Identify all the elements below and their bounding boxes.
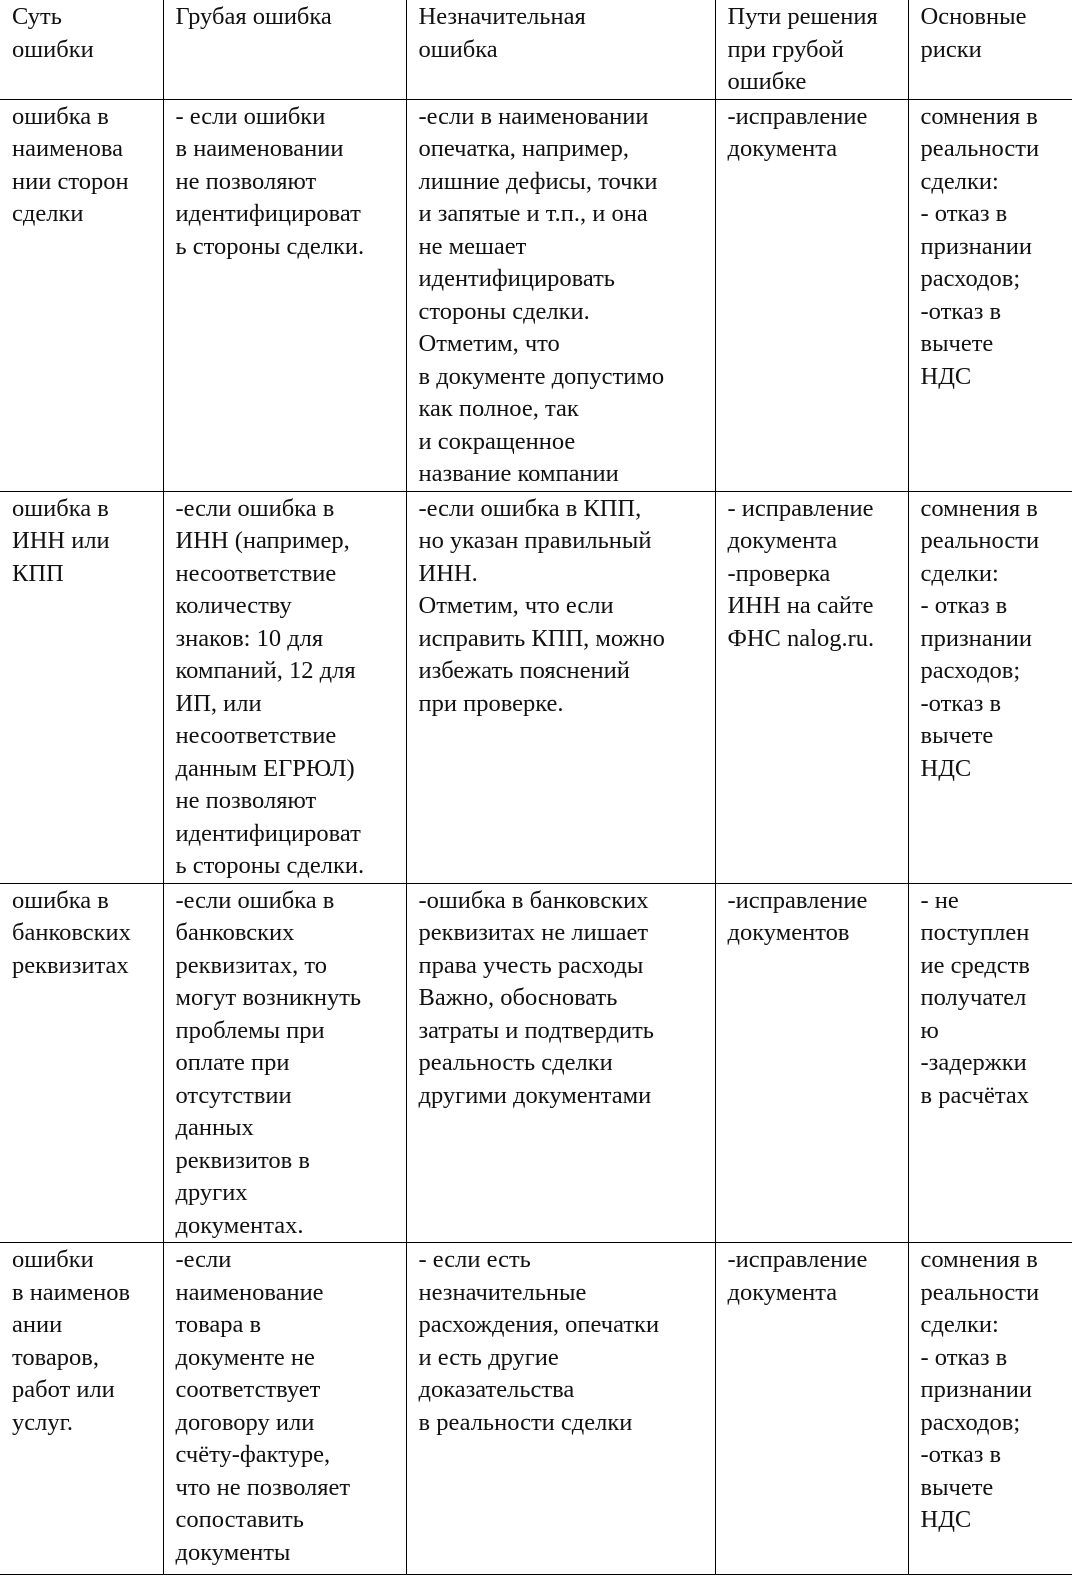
cell-risks xyxy=(908,99,1072,491)
cell-text-line: Основные xyxy=(920,3,1027,30)
cell-text-line: Важно, обосновать xyxy=(418,984,618,1011)
cell-essence xyxy=(0,491,163,883)
cell-text-line: идентифицировать xyxy=(418,265,615,292)
cell-text-line: знаков: 10 для xyxy=(175,624,324,652)
cell-text-line: документа xyxy=(727,135,838,162)
cell-text-line: могут возникнуть xyxy=(175,984,362,1011)
table-row xyxy=(0,883,1072,1243)
cell-text-line: ИНН или xyxy=(12,527,110,554)
cell-text-line: -проверка xyxy=(727,559,831,587)
cell-text-line: -если в наименовании xyxy=(418,102,649,130)
cell-gross-error xyxy=(163,883,406,1243)
cell-text-line: - если ошибки xyxy=(175,102,326,130)
cell-text-line: что не позволяет xyxy=(175,1473,351,1501)
cell-text-line: сомнения в xyxy=(920,494,1038,522)
cell-text-line: но указан правильный xyxy=(418,527,652,554)
cell-text-line: идентифицироват xyxy=(175,819,361,847)
cell-essence xyxy=(0,883,163,1243)
cell-text-line: расходов; xyxy=(920,657,1021,684)
cell-text-line: в реальности сделки xyxy=(418,1408,633,1436)
cell-text-line: документа xyxy=(727,1278,838,1306)
cell-text-line: сопоставить xyxy=(175,1506,304,1533)
cell-text-line: доказательства xyxy=(418,1376,575,1403)
cell-text-line: ИНН на сайте xyxy=(727,592,874,619)
cell-text-line: реальности xyxy=(920,1278,1040,1306)
cell-text-line: компаний, 12 для xyxy=(175,657,356,684)
cell-text-line: избежать пояснений xyxy=(418,657,630,684)
cell-text-line: -отказ в xyxy=(920,1441,1002,1468)
cell-text-line: сомнения в xyxy=(920,102,1038,130)
cell-text-line: как полное, так xyxy=(418,395,579,422)
cell-text-line: количеству xyxy=(175,592,292,619)
cell-text-line: ю xyxy=(920,1016,939,1044)
cell-text-line: и запятые и т.п., и она xyxy=(418,200,648,227)
cell-text-line: ФНС nalog.ru. xyxy=(727,624,875,652)
cell-text-line: сомнения в xyxy=(920,1246,1038,1273)
cell-text-line: -исправление xyxy=(727,886,868,914)
cell-text-line: ие средств xyxy=(920,951,1030,979)
cell-text-line: реквизитах не лишает xyxy=(418,919,649,946)
cell-text-line: в наименов xyxy=(12,1278,131,1306)
cell-text-line: сделки: xyxy=(920,1311,999,1338)
header-cell-solutions xyxy=(715,0,908,99)
cell-text-line: банковских xyxy=(175,919,295,946)
cell-text-line: реальности xyxy=(920,135,1040,162)
cell-text-line: - отказ в xyxy=(920,592,1008,619)
cell-text-line: при проверке. xyxy=(418,689,564,717)
cell-text-line: расхождения, опечатки xyxy=(418,1311,660,1338)
cell-minor-error xyxy=(406,99,715,491)
cell-text-line: счёту-фактуре, xyxy=(175,1441,331,1468)
cell-text-line: поступлен xyxy=(920,919,1030,946)
cell-risks xyxy=(908,491,1072,883)
cell-text-line: -если xyxy=(175,1246,232,1273)
cell-text-line: расходов; xyxy=(920,265,1021,292)
cell-text-line: банковских xyxy=(12,919,131,946)
cell-text-line: документа xyxy=(727,527,838,554)
cell-text-line: НДС xyxy=(920,362,972,390)
cell-text-line: документе не xyxy=(175,1343,315,1371)
cell-text-line: в расчётах xyxy=(920,1081,1030,1109)
cell-text-line: -если ошибка в xyxy=(175,494,335,522)
cell-text-line: Отметим, что xyxy=(418,330,560,357)
cell-text-line: ь стороны сделки. xyxy=(175,232,365,260)
cell-minor-error xyxy=(406,1243,715,1575)
header-cell-gross-error xyxy=(163,0,406,99)
cell-text-line: несоответствие xyxy=(175,722,337,749)
cell-text-line: НДС xyxy=(920,754,972,782)
cell-text-line: НДС xyxy=(920,1506,972,1533)
cell-text-line: реквизитах xyxy=(12,951,129,979)
cell-text-line: сделки: xyxy=(920,559,999,587)
cell-text-line: признании xyxy=(920,232,1032,260)
cell-text-line: стороны сделки. xyxy=(418,297,590,325)
cell-text-line: сделки xyxy=(12,200,84,227)
cell-text-line: - отказ в xyxy=(920,200,1008,227)
cell-text-line: - если есть xyxy=(418,1246,531,1273)
header-cell-minor-error xyxy=(406,0,715,99)
cell-text-line: -ошибка в банковских xyxy=(418,886,649,914)
cell-text-line: название компании xyxy=(418,460,619,487)
cell-text-line: и есть другие xyxy=(418,1343,559,1371)
cell-text-line: ошибки xyxy=(12,35,94,63)
cell-text-line: не позволяют xyxy=(175,787,317,814)
cell-text-line: вычете xyxy=(920,1473,994,1501)
cell-text-line: -если ошибка в КПП, xyxy=(418,494,642,522)
cell-text-line: ИНН (например, xyxy=(175,527,350,554)
cell-text-line: вычете xyxy=(920,722,994,749)
cell-text-line: при грубой xyxy=(727,35,844,63)
cell-text-line: Пути решения xyxy=(727,3,878,30)
cell-text-line: наименование xyxy=(175,1278,324,1306)
cell-text-line: документы xyxy=(175,1538,291,1566)
cell-solutions xyxy=(715,491,908,883)
cell-text-line: ошибка xyxy=(418,35,498,63)
cell-gross-error xyxy=(163,491,406,883)
cell-text-line: ошибка в xyxy=(12,494,109,522)
cell-text-line: идентифицироват xyxy=(175,200,361,227)
cell-text-line: ании xyxy=(12,1311,63,1338)
cell-text-line: работ или xyxy=(12,1376,115,1403)
cell-text-line: получател xyxy=(920,984,1027,1011)
cell-text-line: -исправление xyxy=(727,102,868,130)
cell-text-line: признании xyxy=(920,624,1032,652)
cell-text-line: ошибке xyxy=(727,68,807,95)
cell-essence xyxy=(0,1243,163,1575)
cell-minor-error xyxy=(406,491,715,883)
cell-text-line: вычете xyxy=(920,330,994,357)
cell-essence xyxy=(0,99,163,491)
header-cell-risks xyxy=(908,0,1072,99)
cell-text-line: наименова xyxy=(12,135,123,162)
cell-text-line: опечатка, например, xyxy=(418,135,629,162)
cell-text-line: в документе допустимо xyxy=(418,362,665,390)
cell-text-line: риски xyxy=(920,35,982,63)
cell-risks xyxy=(908,883,1072,1243)
cell-text-line: в наименовании xyxy=(175,135,344,162)
cell-text-line: -отказ в xyxy=(920,689,1002,717)
header-cell-essence xyxy=(0,0,163,99)
cell-text-line: незначительные xyxy=(418,1278,587,1306)
cell-text-line: реальность сделки xyxy=(418,1049,613,1076)
cell-text-line: отсутствии xyxy=(175,1081,292,1109)
cell-solutions xyxy=(715,1243,908,1575)
cell-text-line: расходов; xyxy=(920,1408,1021,1436)
cell-text-line: данных xyxy=(175,1114,254,1141)
cell-text-line: и сокращенное xyxy=(418,427,576,455)
cell-text-line: договору или xyxy=(175,1408,315,1436)
table-row xyxy=(0,1243,1072,1575)
cell-text-line: других xyxy=(175,1179,248,1206)
cell-text-line: ошибка в xyxy=(12,886,109,914)
cell-text-line: признании xyxy=(920,1376,1032,1403)
cell-solutions xyxy=(715,99,908,491)
cell-text-line: оплате при xyxy=(175,1049,290,1076)
cell-text-line: - исправление xyxy=(727,494,874,522)
cell-text-line: -исправление xyxy=(727,1246,868,1273)
cell-text-line: нии сторон xyxy=(12,167,129,195)
cell-text-line: затраты и подтвердить xyxy=(418,1016,654,1044)
cell-text-line: реальности xyxy=(920,527,1040,554)
cell-text-line: проблемы при xyxy=(175,1016,325,1044)
cell-gross-error xyxy=(163,99,406,491)
cell-text-line: документов xyxy=(727,919,850,946)
cell-text-line: -задержки xyxy=(920,1049,1027,1076)
cell-text-line: товара в xyxy=(175,1311,262,1338)
cell-minor-error xyxy=(406,883,715,1243)
cell-text-line: Суть xyxy=(12,3,62,30)
cell-gross-error xyxy=(163,1243,406,1575)
cell-text-line: товаров, xyxy=(12,1343,99,1371)
cell-text-line: ошибка в xyxy=(12,102,109,130)
cell-text-line: ИП, или xyxy=(175,689,262,717)
cell-text-line: не мешает xyxy=(418,232,527,260)
table-row xyxy=(0,491,1072,883)
cell-text-line: исправить КПП, можно xyxy=(418,624,665,652)
cell-text-line: КПП xyxy=(12,559,64,587)
cell-text-line: ь стороны сделки. xyxy=(175,852,365,879)
cell-solutions xyxy=(715,883,908,1243)
cell-text-line: реквизитов в xyxy=(175,1146,310,1174)
cell-text-line: не позволяют xyxy=(175,167,317,195)
header-row xyxy=(0,0,1072,99)
cell-text-line: Незначительная xyxy=(418,3,586,30)
cell-text-line: другими документами xyxy=(418,1081,652,1109)
cell-text-line: Отметим, что если xyxy=(418,592,614,619)
cell-text-line: соответствует xyxy=(175,1376,321,1403)
cell-text-line: ошибки xyxy=(12,1246,94,1273)
cell-text-line: сделки: xyxy=(920,167,999,195)
table-row xyxy=(0,99,1072,491)
cell-text-line: документах. xyxy=(175,1211,304,1239)
cell-text-line: - отказ в xyxy=(920,1343,1008,1371)
cell-text-line: лишние дефисы, точки xyxy=(418,167,658,195)
cell-text-line: права учесть расходы xyxy=(418,951,644,979)
cell-text-line: несоответствие xyxy=(175,559,337,587)
cell-text-line: ИНН. xyxy=(418,559,478,587)
cell-risks xyxy=(908,1243,1072,1575)
cell-text-line: -отказ в xyxy=(920,297,1002,325)
cell-text-line: услуг. xyxy=(12,1408,74,1436)
cell-text-line: Грубая ошибка xyxy=(175,3,332,30)
cell-text-line: - не xyxy=(920,886,959,914)
cell-text-line: реквизитах, то xyxy=(175,951,328,979)
cell-text-line: данным ЕГРЮЛ) xyxy=(175,754,355,782)
cell-text-line: -если ошибка в xyxy=(175,886,335,914)
